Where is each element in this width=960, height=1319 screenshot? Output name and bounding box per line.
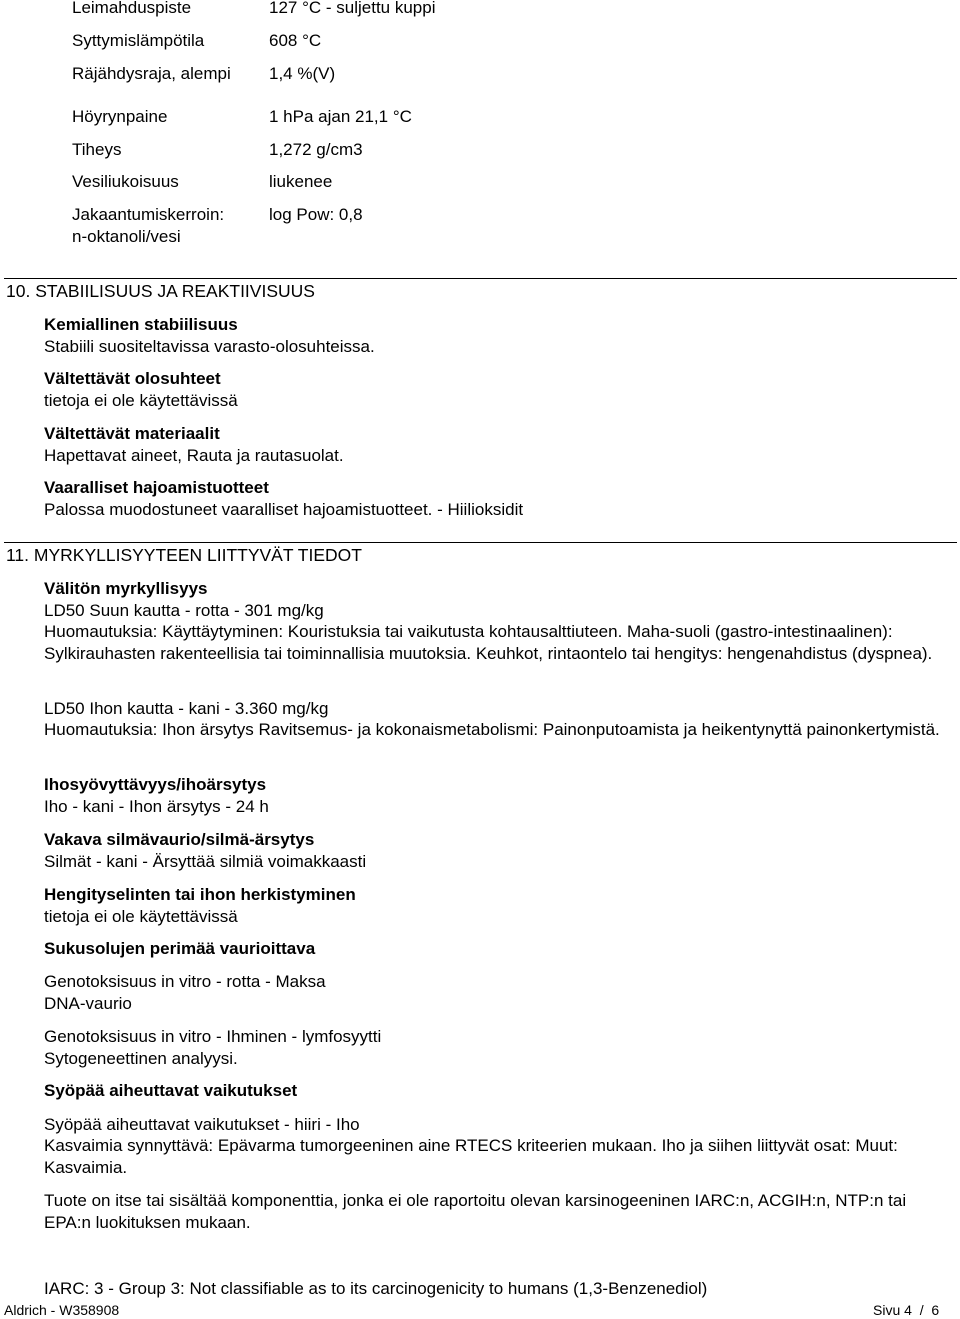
subsection-text: LD50 Ihon kautta - kani - 3.360 mg/kg xyxy=(44,699,329,718)
property-name: Jakaantumiskerroin: xyxy=(72,205,225,224)
property-value: 1,272 g/cm3 xyxy=(269,140,363,159)
subsection-text: LD50 Suun kautta - rotta - 301 mg/kg xyxy=(44,601,324,620)
subsection-heading: Välitön myrkyllisyys xyxy=(44,579,208,598)
section-10-title: 10. STABIILISUUS JA REAKTIIVISUUS xyxy=(6,281,315,301)
subsection-text: tietoja ei ole käytettävissä xyxy=(44,391,238,410)
property-name: Höyrynpaine xyxy=(72,107,168,126)
property-name: Vesiliukoisuus xyxy=(72,172,179,191)
subsection-text: Iho - kani - Ihon ärsytys - 24 h xyxy=(44,797,269,816)
subsection-text: Syöpää aiheuttavat vaikutukset - hiiri - Iho xyxy=(44,1115,360,1134)
subsection-heading: Vältettävät materiaalit xyxy=(44,424,220,443)
subsection-heading: Kemiallinen stabiilisuus xyxy=(44,315,238,334)
property-value: liukenee xyxy=(269,172,333,191)
property-name: Räjähdysraja, alempi xyxy=(72,64,231,83)
property-name: Tiheys xyxy=(72,140,122,159)
property-name: Syttymislämpötila xyxy=(72,31,205,50)
property-name: Leimahduspiste xyxy=(72,0,192,17)
subsection-heading: Hengityselinten tai ihon herkistyminen xyxy=(44,885,356,904)
subsection-paragraph: Huomautuksia: Ihon ärsytys Ravitsemus- ja kokonaismetabolismi: Painonputoamista ja heikentynyttä painonkertymistä. xyxy=(44,720,940,739)
subsection-text: Stabiili suositeltavissa varasto-olosuhteissa. xyxy=(44,337,375,356)
property-value: 1 hPa ajan 21,1 °C xyxy=(269,107,412,126)
subsection-heading: Ihosyövyttävyys/ihoärsytys xyxy=(44,775,267,794)
section-divider xyxy=(4,278,957,279)
subsection-text: DNA-vaurio xyxy=(44,994,132,1013)
section-11-title: 11. MYRKYLLISYYTEEN LIITTYVÄT TIEDOT xyxy=(6,545,362,565)
subsection-text: Genotoksisuus in vitro - Ihminen - lymfosyytti xyxy=(44,1027,382,1046)
subsection-text: Palossa muodostuneet vaaralliset hajoamistuotteet. - Hiilioksidit xyxy=(44,500,524,519)
property-value: 608 °C xyxy=(269,31,322,50)
subsection-heading: Vaaralliset hajoamistuotteet xyxy=(44,478,269,497)
section-divider xyxy=(4,542,957,543)
subsection-text: Genotoksisuus in vitro - rotta - Maksa xyxy=(44,972,326,991)
property-name-continued: n-oktanoli/vesi xyxy=(72,227,181,246)
property-value: 1,4 %(V) xyxy=(269,64,336,83)
subsection-heading: Vältettävät olosuhteet xyxy=(44,369,221,388)
subsection-heading: Sukusolujen perimää vaurioittava xyxy=(44,939,316,958)
subsection-paragraph: Tuote on itse tai sisältää komponenttia, jonka ei ole raportoitu olevan karsinogeeninen IARC:n, ACGIH:n, NTP:n tai EPA:n luokituksen mukaan. xyxy=(44,1191,907,1232)
iarc-classification: IARC: 3 - Group 3: Not classifiable as to its carcinogenicity to humans (1,3-Benzenediol) xyxy=(44,1279,708,1298)
subsection-paragraph: Kasvaimia synnyttävä: Epävarma tumorgeeninen aine RTECS kriteerien mukaan. Iho ja siihen liittyvät osat: Muut: Kasvaimia. xyxy=(44,1136,898,1177)
subsection-text: Silmät - kani - Ärsyttää silmiä voimakkaasti xyxy=(44,852,367,871)
subsection-paragraph: Huomautuksia: Käyttäytyminen: Kouristuksia tai vaikutusta kohtausalttiuteen. Maha-suoli (gastro-intestinaalinen): Sylkirauhasten rakenteellisia tai toiminnallisia muutoksia. Keuhkot, rintaontelo tai hengitys: hengenahdistus (dyspnea). xyxy=(44,622,933,663)
subsection-text: tietoja ei ole käytettävissä xyxy=(44,907,238,926)
property-value: 127 °C - suljettu kuppi xyxy=(269,0,436,17)
subsection-text: Sytogeneettinen analyysi. xyxy=(44,1049,238,1068)
footer-page-number: Sivu 4 / 6 xyxy=(873,1302,940,1318)
subsection-heading: Vakava silmävaurio/silmä-ärsytys xyxy=(44,830,315,849)
subsection-text: Hapettavat aineet, Rauta ja rautasuolat. xyxy=(44,446,344,465)
property-value: log Pow: 0,8 xyxy=(269,205,363,224)
footer-product-code: Aldrich - W358908 xyxy=(4,1302,120,1318)
subsection-heading: Syöpää aiheuttavat vaikutukset xyxy=(44,1081,298,1100)
